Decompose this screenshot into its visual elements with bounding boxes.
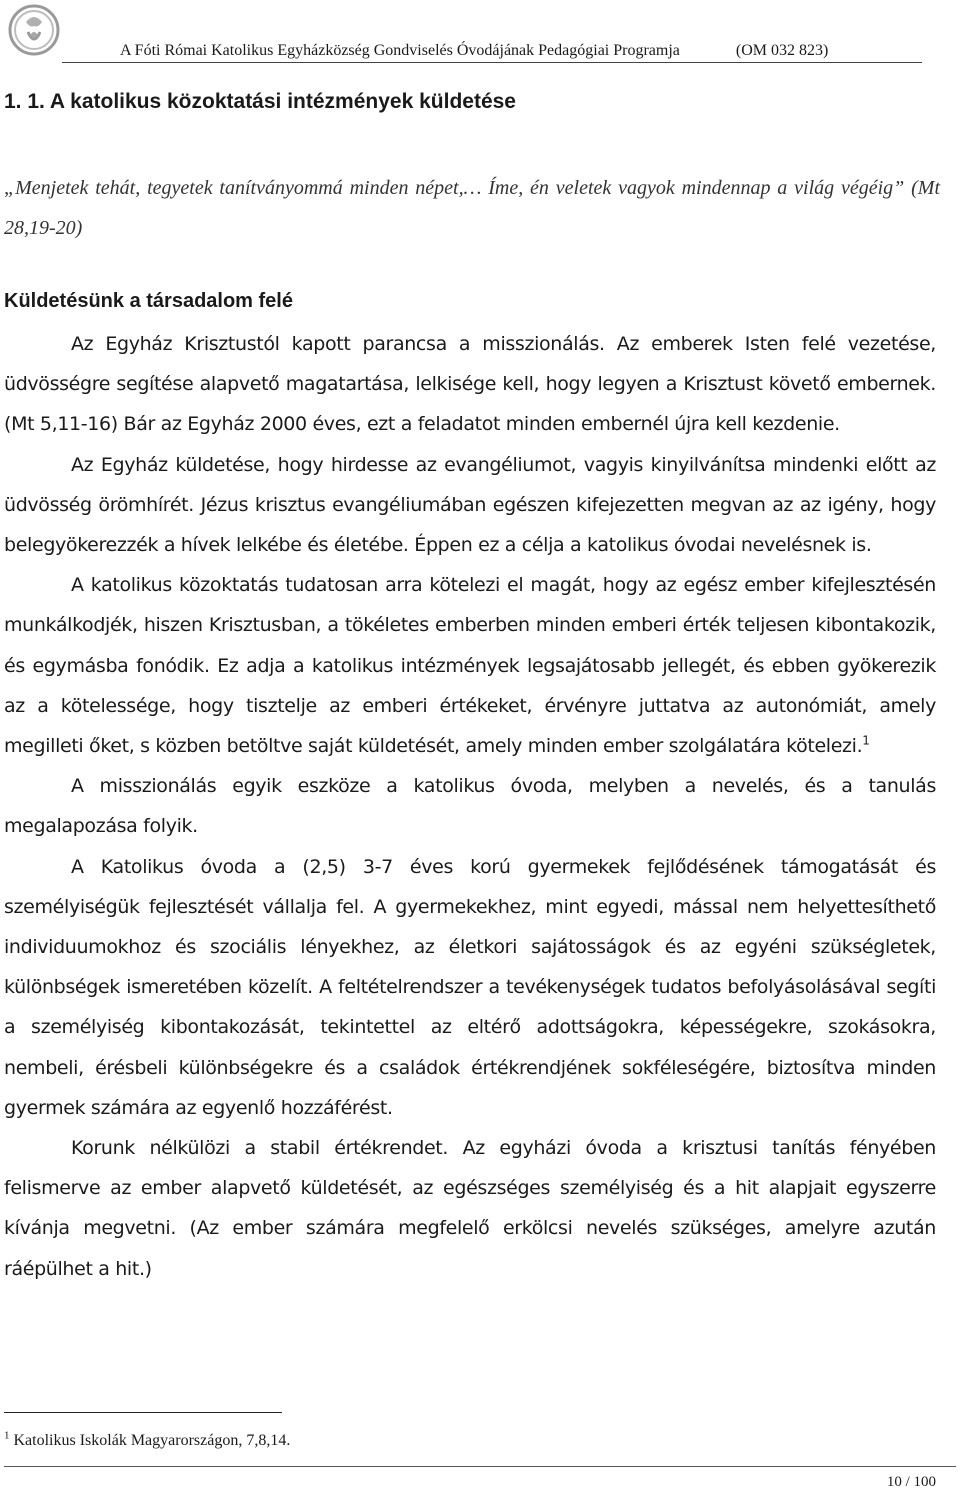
header-rule <box>62 62 922 63</box>
paragraph-values <box>4 1128 936 1289</box>
paragraph-gospel-text: Az Egyház küldetése, hogy hirdesse az evangéliumot, vagyis kinyilvánítsa mindenki előtt az üdvösség örömhírét. Jézus krisztus evangéliumában egészen kifejezetten megvan az az igény, hogy belegyökerezzék a hívek lelkébe és életébe. Éppen ez a célja a katolikus óvodai nevelésnek is. <box>4 453 936 557</box>
footnote <box>4 1429 291 1450</box>
logo-emblem-icon <box>4 2 64 62</box>
paragraph-development-text: A Katolikus óvoda a (2,5) 3-7 éves korú gyermekek fejlődésének támogatását és személyiségük fejlesztését vállalja fel. A gyermekekhez, mint egyedi, mással nem helyettesíthető individuumokhoz és szociális lényekhez, az életkori sajátosságok és az egyéni szükségletek, különbségek ismeretében közelít. A feltételrendszer a tevékenységek tudatos befolyásolásával segíti a személyiség kibontakozását, tekintettel az eltérő adottságokra, képességekre, szokásokra, nembeli, érésbeli különbségekre és a családok értékrendjének sokféleségére, biztosítva minden gyermek számára az egyenlő hozzáférést. <box>4 855 936 1119</box>
footer-rule <box>4 1466 956 1467</box>
page-number: 10 / 100 <box>886 1474 936 1490</box>
section-heading: 1. 1. A katolikus közoktatási intézmények küldetése <box>4 90 516 113</box>
institution-logo <box>4 2 64 62</box>
paragraph-education-text: A katolikus közoktatás tudatosan arra kötelezi el magát, hogy az egész ember kifejlesztésén munkálkodjék, hiszen Krisztusban, a tökéletes emberben minden emberi érték teljesen kibontakozik, és egymásba fonódik. Ez adja a katolikus intézmények legsajátosabb jellegét, és ebben gyökerezik az a kötelessége, hogy tisztelje az emberi értékeket, érvényre juttatva az autonómiát, amely megilleti őket, s közben betöltve saját küldetését, amely minden ember szolgálatára kötelezi. <box>4 574 936 758</box>
header-title: A Fóti Római Katolikus Egyházközség Gondviselés Óvodájának Pedagógiai Programja <box>120 42 680 59</box>
paragraph-mission-text: Az Egyház Krisztustól kapott parancsa a misszionálás. Az emberek Isten felé vezetése, üdvösségre segítése alapvető magatartása, lelkisége kell, hogy legyen a Krisztust követő embernek. (Mt 5,11-16) Bár az Egyház 2000 éves, ezt a feladatot minden embernél újra kell kezdenie. <box>4 333 936 436</box>
header-om-code: (OM 032 823) <box>735 42 829 59</box>
paragraph-values-text: Korunk nélkülözi a stabil értékrendet. Az egyházi óvoda a krisztusi tanítás fényében felismerve az ember alapvető küldetését, az egészséges személyiség és a hit alapjait egyszerre kívánja megvetni. (Az ember számára megfelelő erkölcsi nevelés szükséges, amelyre azután ráépülhet a hit.) <box>4 1137 936 1280</box>
footnote-rule <box>4 1412 282 1413</box>
page-header <box>120 42 920 60</box>
paragraph-kindergarten-text: A misszionálás egyik eszköze a katolikus óvoda, melyben a nevelés, és a tanulás megalapozása folyik. <box>4 775 936 838</box>
paragraph-education <box>4 565 936 766</box>
paragraph-mission <box>4 324 936 445</box>
document-body <box>4 324 936 1289</box>
paragraph-kindergarten <box>4 766 936 846</box>
footnote-reference[interactable]: 1 <box>862 733 870 748</box>
subheading: Küldetésünk a társadalom felé <box>4 290 293 312</box>
bible-quote: „Menjetek tehát, tegyetek tanítványommá minden népet,… Íme, én veletek vagyok mindennap a világ végéig” (Mt 28,19-20) <box>4 177 940 239</box>
footnote-text: Katolikus Iskolák Magyarországon, 7,8,14. <box>13 1432 291 1449</box>
paragraph-development <box>4 847 936 1128</box>
footnote-marker: 1 <box>4 1429 10 1442</box>
paragraph-gospel <box>4 445 936 566</box>
